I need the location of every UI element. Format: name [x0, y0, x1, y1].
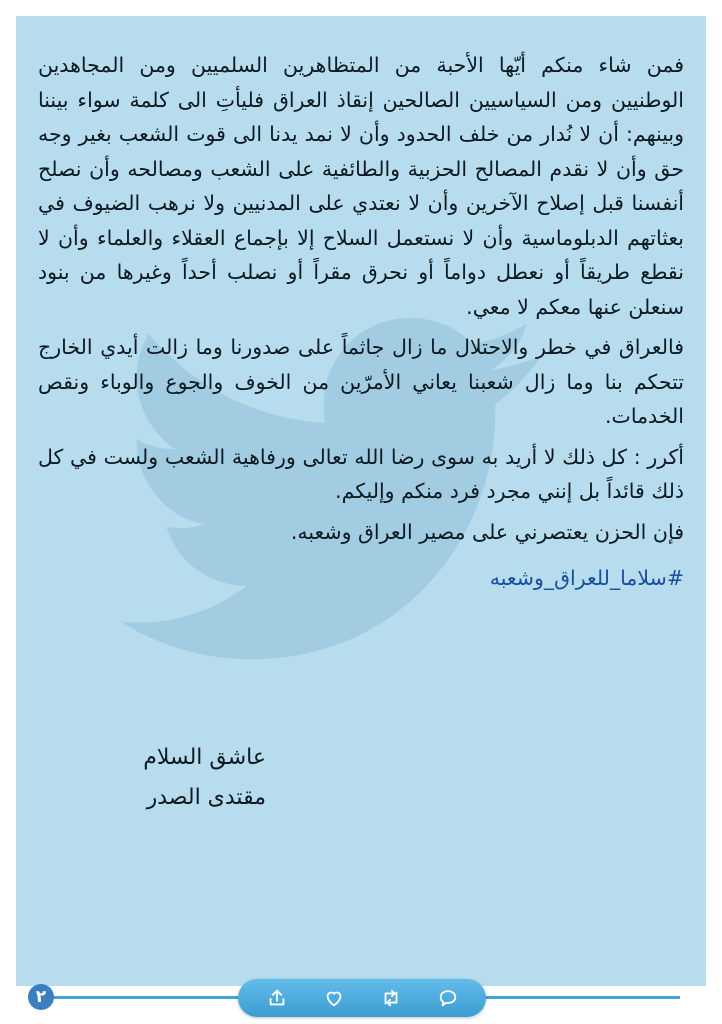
- letter-page: [16, 16, 706, 986]
- signature: [143, 738, 266, 818]
- heart-icon[interactable]: [323, 987, 345, 1009]
- tweet-action-bar: [238, 979, 486, 1017]
- paragraph-3: أكرر : كل ذلك لا أريد به سوى رضا الله تعالى ورفاهية الشعب ولست في كل ذلك قائداً بل إنني مجرد فرد منكم وإليكم.: [38, 444, 684, 503]
- signature-name: مقتدى الصدر: [146, 785, 266, 810]
- reply-icon[interactable]: [437, 987, 459, 1009]
- letter-body: [38, 48, 684, 596]
- hashtag-link[interactable]: #سلاما_للعراق_وشعبه: [489, 566, 684, 590]
- paragraph-1: فمن شاء منكم أيّها الأحبة من المتظاهرين السلميين ومن المجاهدين الوطنيين ومن السياسيين الصالحين إنقاذ العراق فليأتِ الى كلمة سواء بيننا وبينهم: أن لا نُدار من خلف الحدود وأن لا نمد يدنا الى قوت الشعب بغير وجه حق وأن لا نقدم المصالح الحزبية والطائفية على الشعب ومصالحه وأن نصلح أنفسنا قبل إصلاح الآخرين وأن لا نعتدي على المدنيين ولا نرهب الضيوف في بعثاتهم الدبلوماسية وأن لا نستعمل السلاح إلا بإجماع العقلاء والعلماء وأن لا نقطع طريقاً أو نعطل دواماً أو نحرق مقراً أو نصلب أحداً وغيرها من بنود سنعلن عنها معكم لا معي.: [38, 53, 684, 319]
- retweet-icon[interactable]: [380, 987, 402, 1009]
- paragraph-2: فالعراق في خطر والاحتلال ما زال جاثماً على صدورنا وما زالت أيدي الخارج تتحكم بنا وما زال شعبنا يعاني الأمرّين من الخوف والجوع والوباء ونقص الخدمات.: [38, 335, 684, 428]
- page-number-badge: ٢: [28, 984, 54, 1010]
- paragraph-4: فإن الحزن يعتصرني على مصير العراق وشعبه.: [290, 519, 684, 544]
- signature-title: عاشق السلام: [143, 745, 266, 770]
- share-icon[interactable]: [266, 987, 288, 1009]
